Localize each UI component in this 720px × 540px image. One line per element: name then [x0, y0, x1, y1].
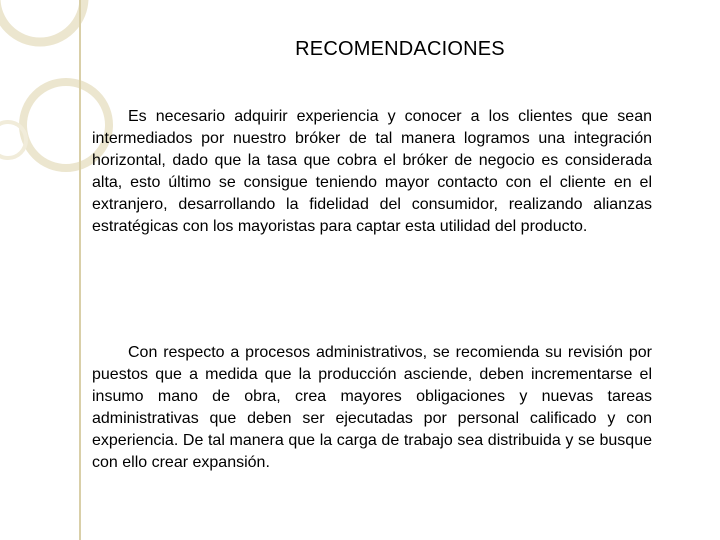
- vertical-divider-line: [79, 0, 81, 540]
- ring-large: [0, 0, 84, 42]
- slide-title: RECOMENDACIONES: [295, 38, 505, 60]
- ring-small: [0, 122, 26, 158]
- paragraph-2: Con respecto a procesos administrativos, se recomienda su revisión por puestos que a medida que la producción asciende, deben incrementarse el insumo mano de obra, crea mayores obligaciones y nuevas tareas administrativas que deben ser ejecutadas por personal calificado y con experiencia. De tal manera que la carga de trabajo sea distribuida y se busque con ello crear expansión.: [92, 344, 652, 471]
- paragraph-1: Es necesario adquirir experiencia y conocer a los clientes que sean intermediados por nuestro bróker de tal manera logramos una integración horizontal, dado que la tasa que cobra el bróker de negocio es considerada alta, esto último se consigue teniendo mayor contacto con el cliente en el extranjero, desarrollando la fidelidad del consumidor, realizando alianzas estratégicas con los mayoristas para captar esta utilidad del producto.: [92, 108, 652, 235]
